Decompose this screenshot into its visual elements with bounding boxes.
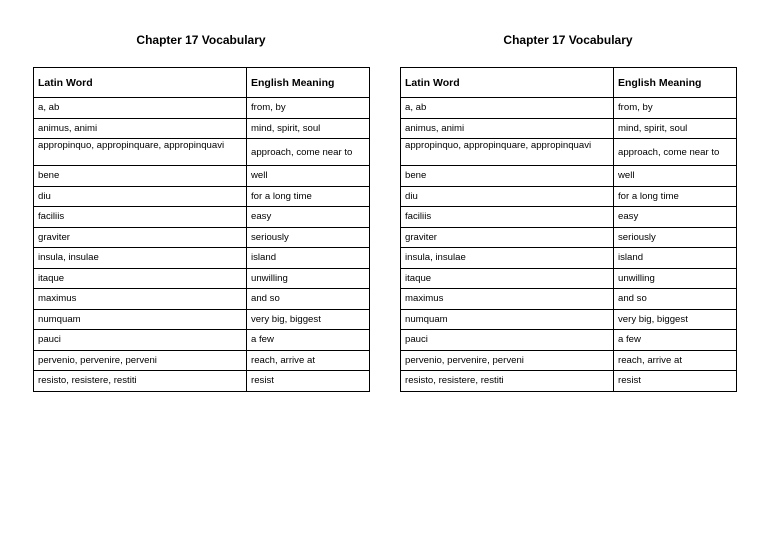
english-meaning-cell: and so — [614, 289, 737, 310]
latin-word-cell: pervenio, pervenire, perveni — [34, 350, 247, 371]
english-meaning-cell: resist — [247, 371, 370, 392]
table-row — [401, 350, 737, 371]
english-meaning-cell: reach, arrive at — [614, 350, 737, 371]
sheet-title: Chapter 17 Vocabulary — [503, 33, 633, 47]
table-row — [401, 207, 737, 228]
latin-word-cell: graviter — [401, 227, 614, 248]
vocabulary-table — [400, 67, 737, 392]
latin-word-cell: resisto, resistere, restiti — [34, 371, 247, 392]
english-meaning-cell: a few — [614, 330, 737, 351]
english-meaning-cell: well — [247, 166, 370, 187]
latin-word-cell: bene — [401, 166, 614, 187]
table-row — [401, 227, 737, 248]
latin-word-cell: pauci — [34, 330, 247, 351]
english-meaning-cell: seriously — [614, 227, 737, 248]
table-row — [401, 248, 737, 269]
english-meaning-cell: for a long time — [247, 186, 370, 207]
english-meaning-cell: a few — [247, 330, 370, 351]
table-row — [34, 371, 370, 392]
table-row — [401, 186, 737, 207]
latin-word-cell: animus, animi — [401, 118, 614, 139]
table-row — [34, 186, 370, 207]
latin-word-cell: faciliis — [401, 207, 614, 228]
english-meaning-cell: from, by — [614, 98, 737, 119]
table-row — [34, 350, 370, 371]
english-meaning-cell: seriously — [247, 227, 370, 248]
english-meaning-cell: from, by — [247, 98, 370, 119]
column-header-english-meaning: English Meaning — [247, 68, 370, 98]
english-meaning-cell: approach, come near to — [614, 139, 737, 166]
english-meaning-cell: mind, spirit, soul — [247, 118, 370, 139]
table-row — [34, 248, 370, 269]
latin-word-cell: pervenio, pervenire, perveni — [401, 350, 614, 371]
latin-word-cell: diu — [401, 186, 614, 207]
table-row — [34, 330, 370, 351]
latin-word-cell: insula, insulae — [34, 248, 247, 269]
english-meaning-cell: island — [614, 248, 737, 269]
english-meaning-cell: and so — [247, 289, 370, 310]
latin-word-cell: resisto, resistere, restiti — [401, 371, 614, 392]
english-meaning-cell: resist — [614, 371, 737, 392]
latin-word-cell: pauci — [401, 330, 614, 351]
english-meaning-cell: easy — [247, 207, 370, 228]
table-row — [34, 139, 370, 166]
english-meaning-cell: unwilling — [614, 268, 737, 289]
latin-word-cell: itaque — [34, 268, 247, 289]
latin-word-cell: numquam — [401, 309, 614, 330]
latin-word-cell: maximus — [34, 289, 247, 310]
table-row — [401, 371, 737, 392]
table-row — [34, 227, 370, 248]
table-header-row — [401, 68, 737, 98]
english-meaning-cell: island — [247, 248, 370, 269]
table-row — [401, 268, 737, 289]
latin-word-cell: itaque — [401, 268, 614, 289]
table-row — [401, 98, 737, 119]
latin-word-cell: a, ab — [401, 98, 614, 119]
table-row — [34, 98, 370, 119]
english-meaning-cell: very big, biggest — [247, 309, 370, 330]
latin-word-cell: insula, insulae — [401, 248, 614, 269]
latin-word-cell: animus, animi — [34, 118, 247, 139]
latin-word-cell: appropinquo, appropinquare, appropinquavi — [34, 139, 247, 166]
latin-word-cell: numquam — [34, 309, 247, 330]
table-row — [401, 289, 737, 310]
table-row — [401, 330, 737, 351]
table-row — [34, 207, 370, 228]
english-meaning-cell: well — [614, 166, 737, 187]
latin-word-cell: appropinquo, appropinquare, appropinquavi — [401, 139, 614, 166]
latin-word-cell: diu — [34, 186, 247, 207]
latin-word-cell: bene — [34, 166, 247, 187]
latin-word-cell: a, ab — [34, 98, 247, 119]
table-row — [401, 139, 737, 166]
table-row — [34, 166, 370, 187]
latin-word-cell: graviter — [34, 227, 247, 248]
table-row — [34, 118, 370, 139]
table-row — [34, 268, 370, 289]
english-meaning-cell: approach, come near to — [247, 139, 370, 166]
sheet-title: Chapter 17 Vocabulary — [136, 33, 266, 47]
vocabulary-table — [33, 67, 370, 392]
english-meaning-cell: for a long time — [614, 186, 737, 207]
table-header-row — [34, 68, 370, 98]
english-meaning-cell: unwilling — [247, 268, 370, 289]
english-meaning-cell: very big, biggest — [614, 309, 737, 330]
column-header-english-meaning: English Meaning — [614, 68, 737, 98]
english-meaning-cell: reach, arrive at — [247, 350, 370, 371]
table-row — [34, 309, 370, 330]
table-row — [401, 309, 737, 330]
latin-word-cell: maximus — [401, 289, 614, 310]
table-row — [401, 118, 737, 139]
latin-word-cell: faciliis — [34, 207, 247, 228]
table-row — [401, 166, 737, 187]
table-row — [34, 289, 370, 310]
column-header-latin-word: Latin Word — [401, 68, 614, 98]
english-meaning-cell: easy — [614, 207, 737, 228]
column-header-latin-word: Latin Word — [34, 68, 247, 98]
english-meaning-cell: mind, spirit, soul — [614, 118, 737, 139]
